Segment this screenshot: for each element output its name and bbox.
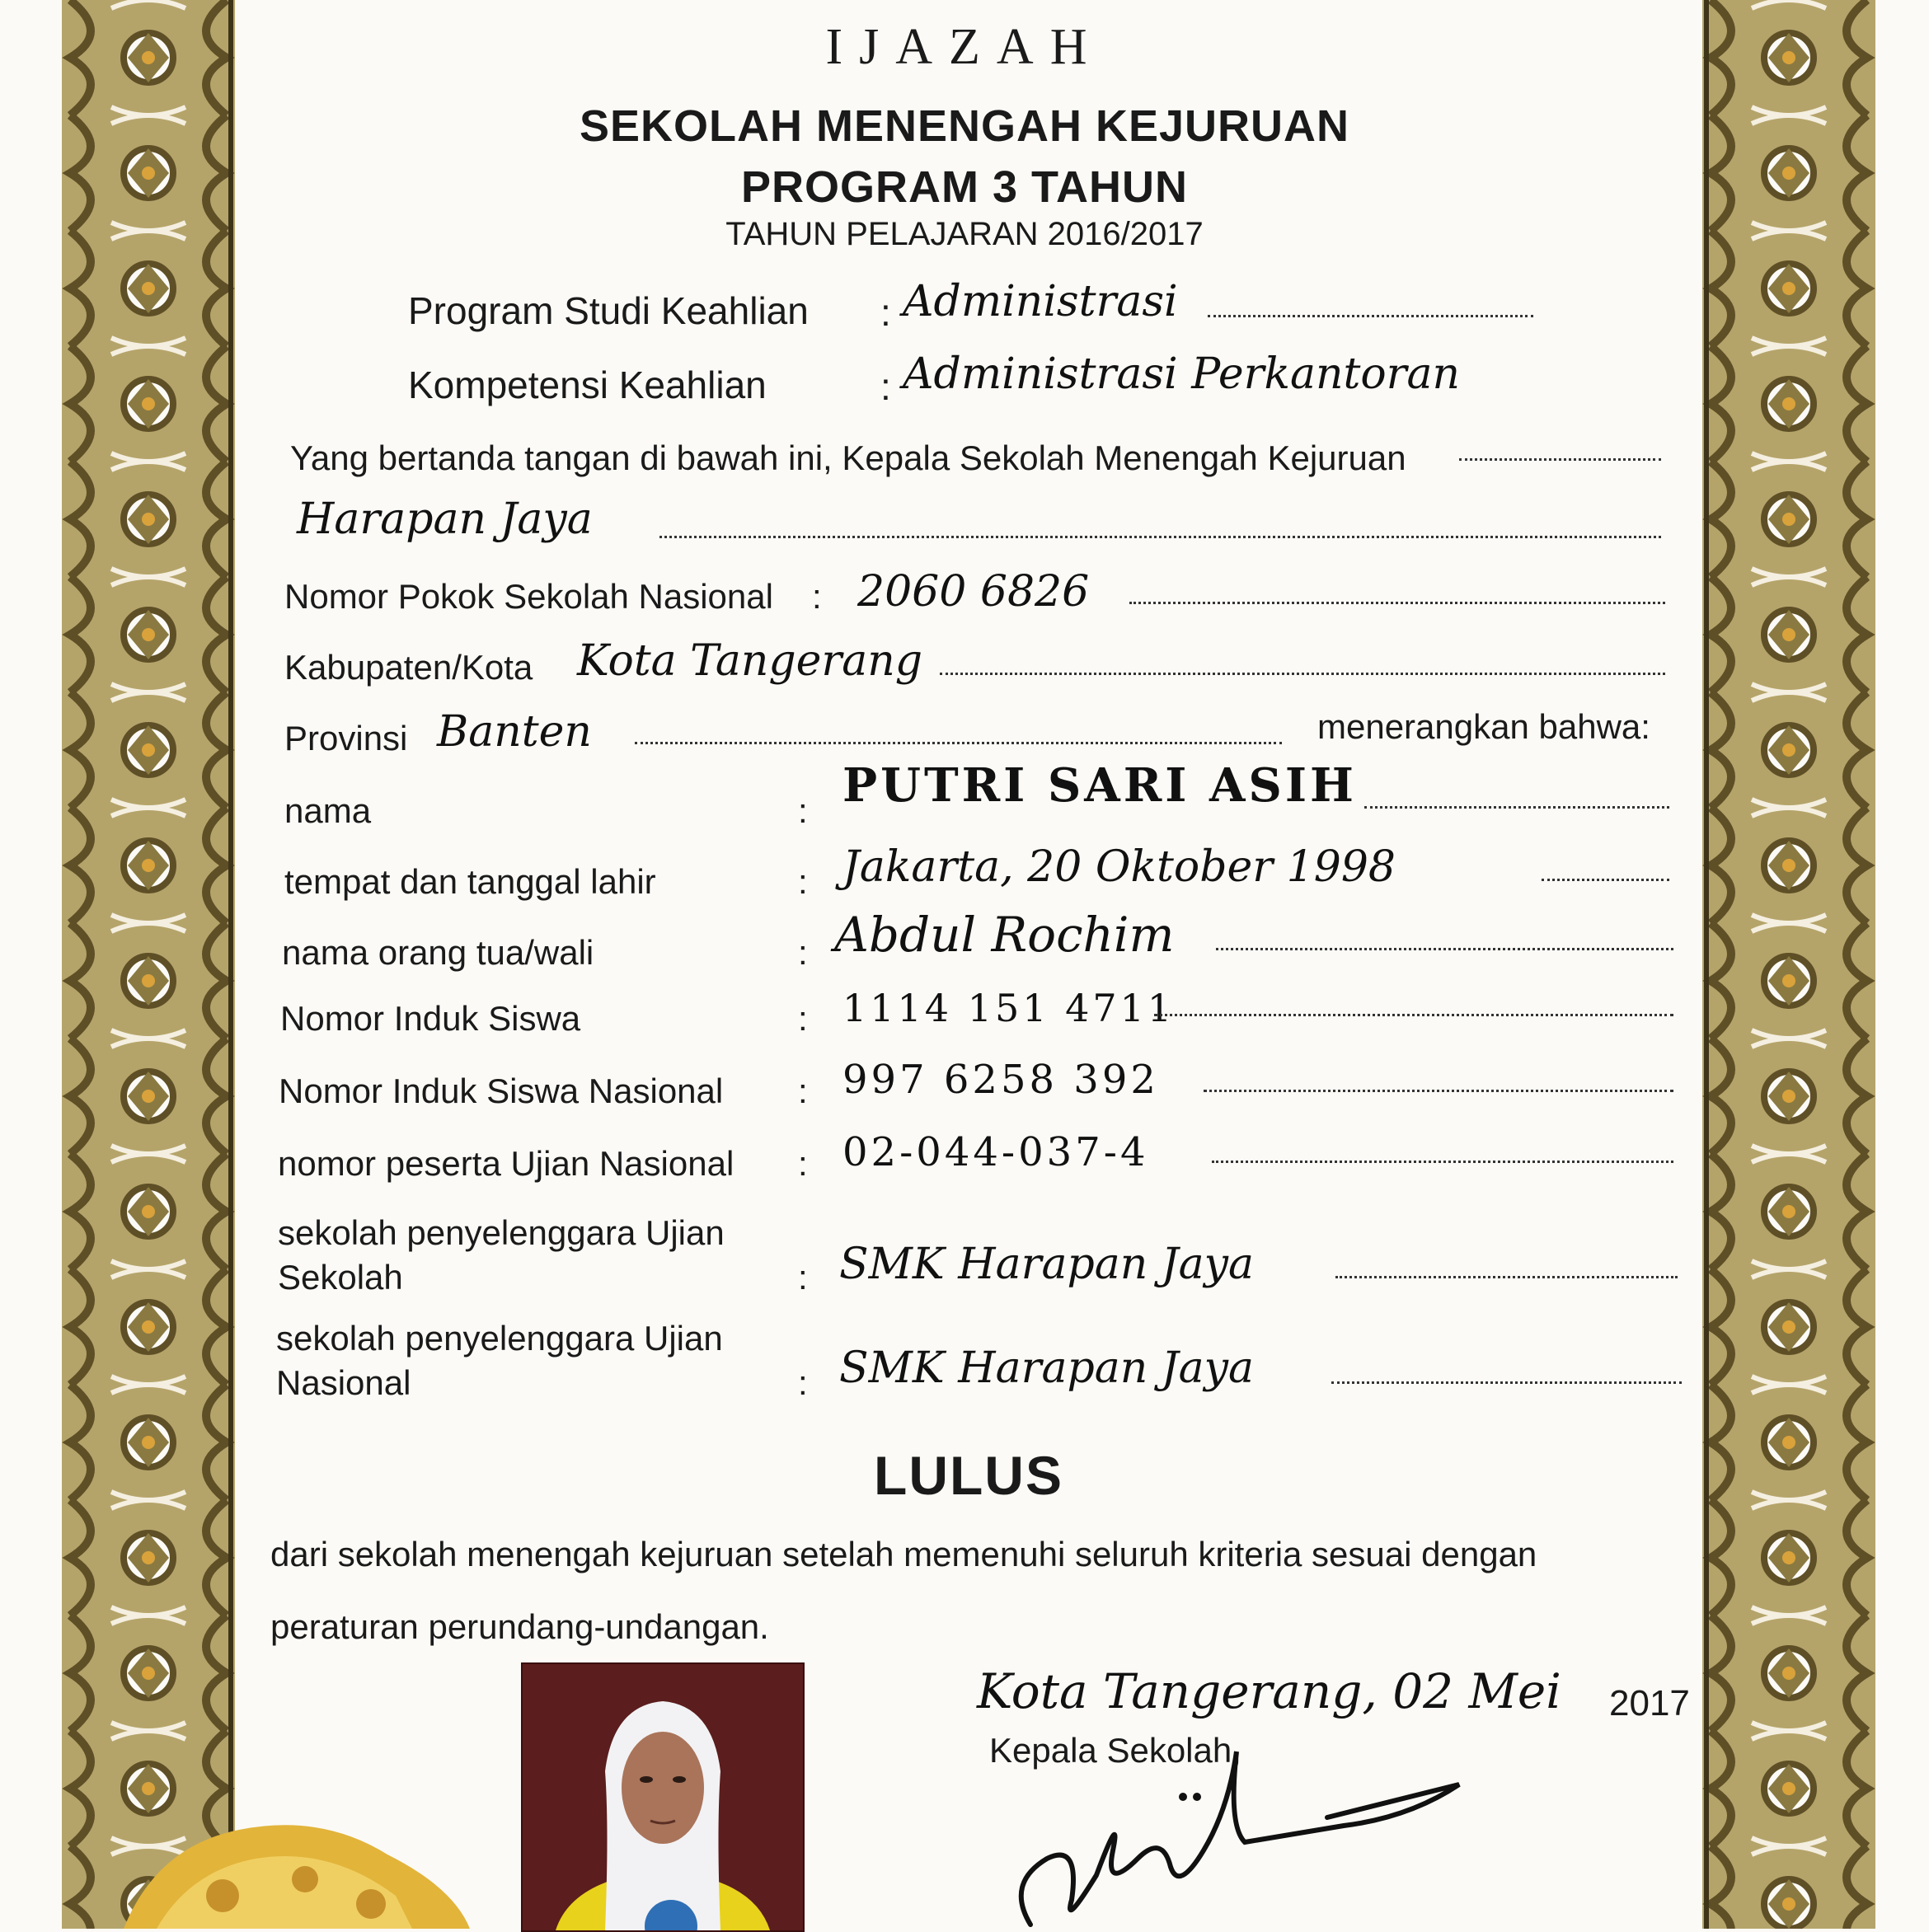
penyelenggara-us-label-1: sekolah penyelenggara Ujian (278, 1213, 725, 1252)
dotted-line (1331, 1381, 1682, 1384)
kabupaten-label: Kabupaten/Kota (284, 648, 533, 687)
penyelenggara-un-label-1: sekolah penyelenggara Ujian (276, 1319, 723, 1358)
program-studi-value: Administrasi (903, 277, 1178, 326)
dotted-line (1212, 1161, 1673, 1163)
penyelenggara-un-label-2: Nasional (276, 1363, 411, 1402)
colon: : (880, 365, 891, 408)
colon: : (798, 1072, 808, 1110)
orang-tua-value: Abdul Rochim (834, 907, 1175, 963)
colon: : (798, 1144, 808, 1183)
closing-line-2: peraturan perundang-undangan. (270, 1607, 769, 1646)
npsn-label: Nomor Pokok Sekolah Nasional (284, 577, 773, 616)
program-heading: PROGRAM 3 TAHUN (740, 162, 1188, 212)
dotted-line (1364, 806, 1669, 809)
dotted-line (1335, 1276, 1678, 1278)
nama-value: PUTRI SARI ASIH (842, 758, 1357, 813)
gold-seal (124, 1813, 470, 1929)
ornamental-border-right (1702, 0, 1875, 1929)
ttl-value: Jakarta, 20 Oktober 1998 (842, 842, 1396, 892)
nama-label: nama (284, 791, 372, 830)
dotted-line (1542, 879, 1669, 881)
dotted-line (635, 742, 1282, 744)
colon: : (880, 291, 891, 334)
provinsi-value: Banten (437, 707, 592, 757)
intro-text: Yang bertanda tangan di bawah ini, Kepala Sekolah Menengah Kejuruan (290, 438, 1406, 477)
orang-tua-label: nama orang tua/wali (282, 933, 594, 972)
kabupaten-value: Kota Tangerang (577, 636, 923, 686)
academic-year: TAHUN PELAJARAN 2016/2017 (725, 216, 1204, 252)
dotted-line (1459, 458, 1661, 461)
dotted-line (1216, 948, 1673, 950)
penyelenggara-us-value: SMK Harapan Jaya (839, 1240, 1254, 1289)
nisn-label: Nomor Induk Siswa Nasional (279, 1072, 724, 1110)
dotted-line (940, 673, 1665, 675)
dotted-line (1154, 1014, 1673, 1016)
student-photo (521, 1662, 805, 1932)
colon: : (798, 1363, 808, 1402)
principal-signature (981, 1735, 1476, 1929)
ornamental-border-left (62, 0, 235, 1929)
school-type-heading: SEKOLAH MENENGAH KEJURUAN (579, 101, 1350, 151)
menerangkan-text: menerangkan bahwa: (1317, 707, 1650, 746)
kompetensi-value: Administrasi Perkantoran (903, 349, 1461, 399)
dotted-line (1204, 1090, 1673, 1092)
closing-line-1: dari sekolah menengah kejuruan setelah memenuhi seluruh kriteria sesuai dengan (270, 1535, 1537, 1573)
kompetensi-label: Kompetensi Keahlian (408, 363, 767, 406)
program-studi-label: Program Studi Keahlian (408, 289, 809, 332)
school-name-value: Harapan Jaya (297, 495, 593, 544)
ttl-label: tempat dan tanggal lahir (284, 862, 656, 901)
date-year: 2017 (1609, 1683, 1690, 1723)
place-date-value: Kota Tangerang, 02 Mei (977, 1663, 1561, 1719)
result-status: LULUS (874, 1445, 1063, 1506)
provinsi-label: Provinsi (284, 719, 408, 757)
colon: : (798, 1258, 808, 1297)
colon: : (798, 791, 808, 830)
penyelenggara-un-value: SMK Harapan Jaya (839, 1343, 1254, 1393)
nis-value: 1114 151 4711 (842, 986, 1176, 1030)
colon: : (798, 999, 808, 1038)
no-ujian-label: nomor peserta Ujian Nasional (278, 1144, 735, 1183)
npsn-value: 2060 6826 (857, 567, 1090, 617)
colon: : (798, 933, 808, 972)
no-ujian-value: 02-044-037-4 (842, 1129, 1149, 1175)
nisn-value: 997 6258 392 (842, 1057, 1159, 1103)
dotted-line (659, 536, 1661, 538)
nis-label: Nomor Induk Siswa (280, 999, 581, 1038)
dotted-line (1208, 315, 1533, 317)
penyelenggara-us-label-2: Sekolah (278, 1258, 403, 1297)
colon: : (798, 862, 808, 901)
kepala-sekolah-label: Kepala Sekolah, (989, 1731, 1241, 1770)
student-portrait (523, 1664, 803, 1930)
certificate-title: IJAZAH (825, 19, 1104, 75)
colon: : (812, 577, 822, 616)
dotted-line (1129, 602, 1665, 604)
